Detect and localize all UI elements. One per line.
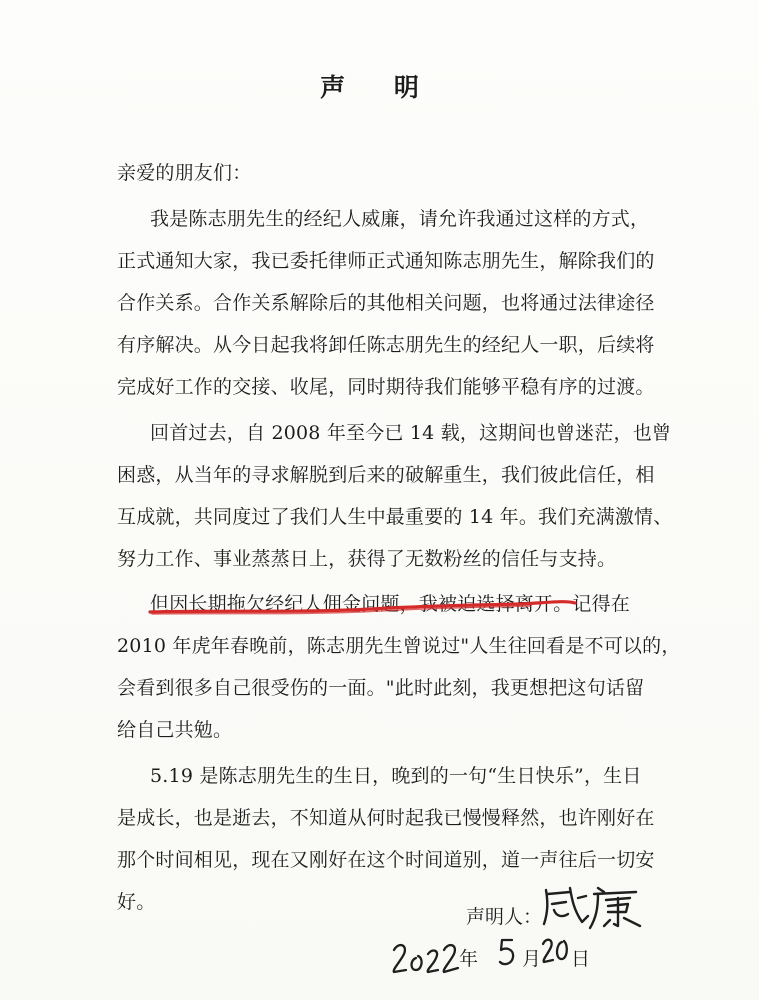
document-title: 声 明 <box>320 73 439 102</box>
body-line-12: 会看到很多自己很受伤的一面。"此时此刻，我更想把这句话留 <box>117 677 645 699</box>
handwritten-month <box>496 936 520 970</box>
body-line-9: 努力工作、事业蒸蒸日上，获得了无数粉丝的信任与支持。 <box>117 548 617 570</box>
body-line-16: 那个时间相见，现在又刚好在这个时间道别，道一声往后一切安 <box>117 849 655 871</box>
body-line-1: 我是陈志朋先生的经纪人威廉，请允许我通过这样的方式， <box>150 208 650 230</box>
date-day-label: 日 <box>571 948 591 970</box>
handwritten-day <box>540 934 572 970</box>
body-line-11: 2010 年虎年春晚前，陈志朋先生曾说过"人生往回看是不可以的， <box>117 635 681 657</box>
body-line-17: 好。 <box>117 891 156 913</box>
salutation: 亲爱的朋友们： <box>117 162 252 184</box>
handwritten-signature <box>540 880 645 932</box>
body-line-7: 困惑，从当年的寻求解脱到后来的破解重生，我们彼此信任，相 <box>117 464 655 486</box>
body-line-15: 是成长，也是逝去，不知道从何时起我已慢慢释然，也许刚好在 <box>117 807 655 829</box>
body-line-14: 5.19 是陈志朋先生的生日，晚到的一句“生日快乐”，生日 <box>150 765 642 787</box>
signature-label: 声明人： <box>466 906 543 928</box>
body-line-3: 合作关系。合作关系解除后的其他相关问题，也将通过法律途径 <box>117 292 655 314</box>
body-line-6: 回首过去，自 2008 年至今已 14 载，这期间也曾迷茫，也曾 <box>150 422 672 444</box>
body-line-13: 给自己共勉。 <box>117 719 233 741</box>
date-year-label: 年 <box>459 948 479 970</box>
body-line-4: 有序解决。从今日起我将卸任陈志朋先生的经纪人一职，后续将 <box>117 334 655 356</box>
body-line-10-underlined: 但因长期拖欠经纪人佣金问题，我被迫选择离开。记得在 <box>150 593 631 615</box>
body-line-8: 互成就，共同度过了我们人生中最重要的 14 年。我们充满激情、 <box>117 506 673 528</box>
body-line-2: 正式通知大家，我已委托律师正式通知陈志朋先生，解除我们的 <box>117 250 655 272</box>
body-line-5: 完成好工作的交接、收尾，同时期待我们能够平稳有序的过渡。 <box>117 376 655 398</box>
date-month-label: 月 <box>522 948 542 970</box>
handwritten-year <box>388 936 462 978</box>
